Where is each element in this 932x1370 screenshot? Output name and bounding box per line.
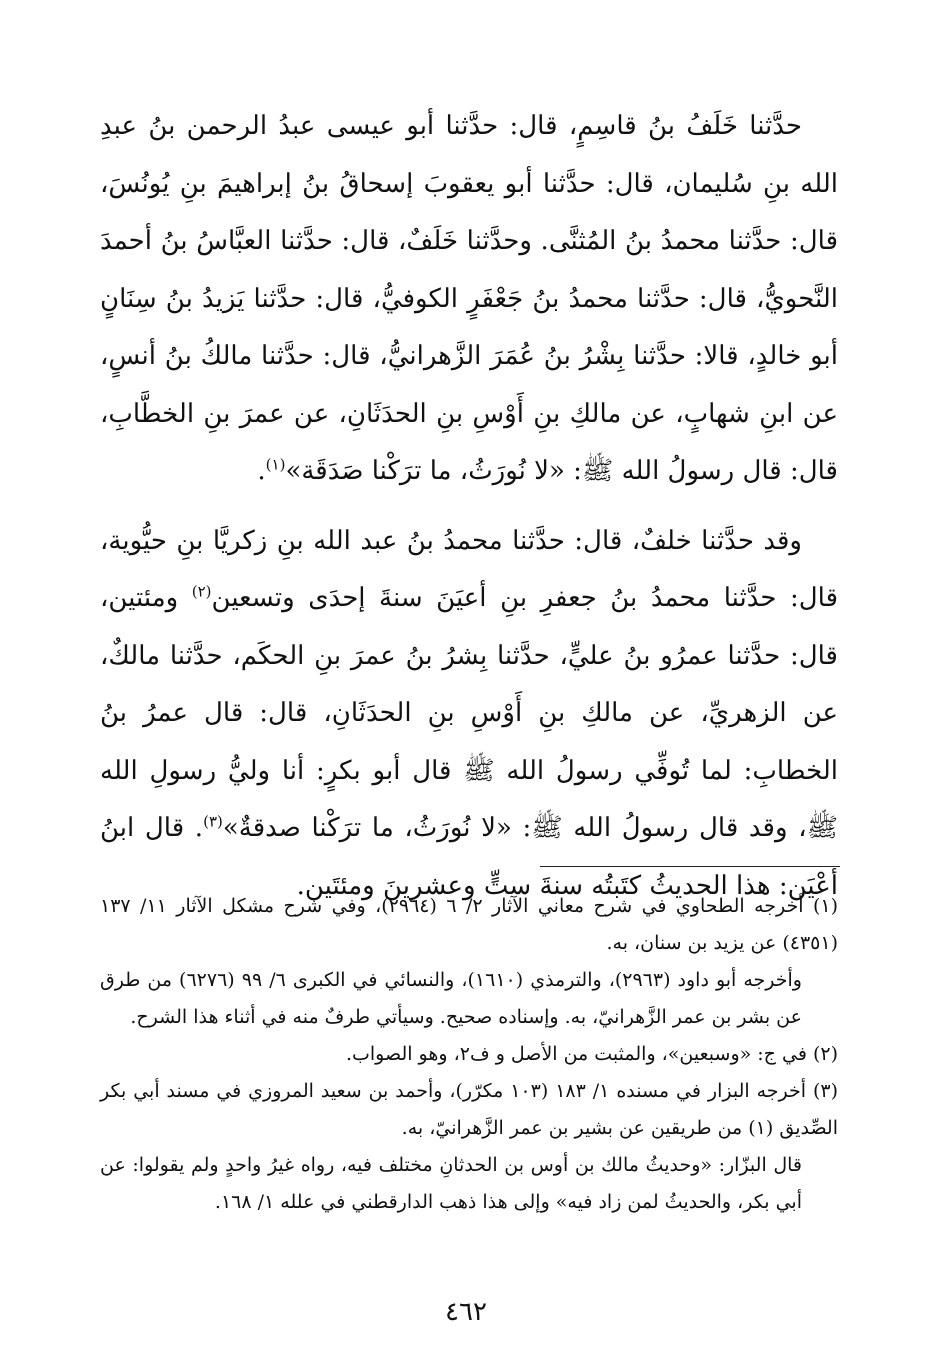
footnote-ref-2: (٢) [191, 582, 212, 601]
paragraph-1 [100, 98, 838, 501]
paragraph-2-part-3: . قال ابنُ أعْيَن: هذا الحديثُ كتَبتُه سنةَ ستٍّ وعشرينَ ومئتَين. [100, 813, 838, 901]
paragraph-2 [100, 513, 838, 916]
footnotes [100, 888, 838, 1221]
paragraph-1-text: حدَّثنا خَلَفُ بنُ قاسِمٍ، قال: حدَّثنا أبو عيسى عبدُ الرحمن بنُ عبدِ الله بنِ سُليمان، قال: حدَّثنا أبو يعقوبَ إسحاقُ بنُ إبراهيمَ بنِ يُونُسَ، قال: حدَّثنا محمدُ بنُ المُثنَّى. وحدَّثنا خَلَفٌ، قال: حدَّثنا العبَّاسُ بنُ أحمدَ النَّحويُّ، قال: حدَّثنا محمدُ بنُ جَعْفَرٍ الكوفيُّ، قال: حدَّثنا يَزيدُ بنُ سِنَانٍ أبو خالدٍ، قالا: حدَّثنا بِشْرُ بنُ عُمَرَ الزَّهرانيُّ، قال: حدَّثنا مالكُ بنُ أنسٍ، عن ابنِ شهابٍ، عن مالكِ بنِ أَوْسِ بنِ الحدَثَانِ، عن عمرَ بنِ الخطَّابِ، قال: قال رسولُ الله ﷺ: «لا نُورَثُ، ما ترَكْنا صَدَقَة» [100, 111, 838, 486]
paragraph-1-end: . [257, 456, 266, 486]
paragraph-2-part-2: ومئتين، قال: حدَّثنا عمرُو بنُ عليٍّ، حدَّثنا بِشرُ بنُ عمرَ بنِ الحكَم، حدَّثنا مالكٌ، عن الزهريِّ، عن مالكِ بنِ أَوْسِ بنِ الحدَثَانِ، قال: قال عمرُ بنُ الخطابِ: لما تُوفِّي رسولُ الله ﷺ قال أبو بكرٍ: أنا وليُّ رسولِ الله ﷺ، وقد قال رسولُ الله ﷺ: «لا نُورَثُ، ما ترَكْنا صدقةٌ» [100, 583, 838, 843]
footnote-3: (٣) أخرجه البزار في مسنده ١/ ١٨٣ (١٠٣ مكرّر)، وأحمد بن سعيد المروزي في مسند أبي بكر الصِّديق (١) من طريقين عن بشير بن عمر الزَّهرانيّ، به. [100, 1080, 839, 1139]
footnote-1: (١) أخرجه الطحاوي في شرح معاني الآثار ٢/ ٦ (٢٩٦٤)، وفي شرح مشكل الآثار ١١/ ١٣٧ (٤٣٥١) عن يزيد بن سنان، به. [100, 895, 839, 954]
main-text [100, 98, 838, 915]
footnote-separator [540, 866, 840, 867]
footnote-1-continuation: وأخرجه أبو داود (٢٩٦٣)، والترمذي (١٦١٠)، والنسائي في الكبرى ٦/ ٩٩ (٦٢٧٦) من طرق عن بشر بن عمر الزَّهرانيّ، به. وإسناده صحيح. وسيأتي طرفٌ منه في أثناء هذا الشرح. [100, 969, 802, 1028]
footnote-ref-1: (١) [265, 455, 286, 474]
paragraph-2-part-1: وقد حدَّثنا خلفٌ، قال: حدَّثنا محمدُ بنُ عبد الله بنِ زكريَّا بنِ حيُّوية، قال: حدَّثنا محمدُ بنُ جعفرِ بنِ أعيَنَ سنةَ إحدَى وتسعين [100, 525, 839, 613]
footnote-2: (٢) في ج: «وسبعين»، والمثبت من الأصل و ف٢، وهو الصواب. [345, 1043, 838, 1065]
page-number: ٤٦٢ [445, 1297, 487, 1327]
footnote-ref-3: (٣) [203, 812, 223, 831]
footnote-3-continuation: قال البزّار: «وحديثُ مالك بن أوس بن الحدثانِ مختلف فيه، رواه غيرُ واحدٍ ولم يقولوا: عن أبي بكر، والحديثُ لمن زاد فيه» وإلى هذا ذهب الدارقطني في علله ١/ ١٦٨. [100, 1154, 802, 1213]
